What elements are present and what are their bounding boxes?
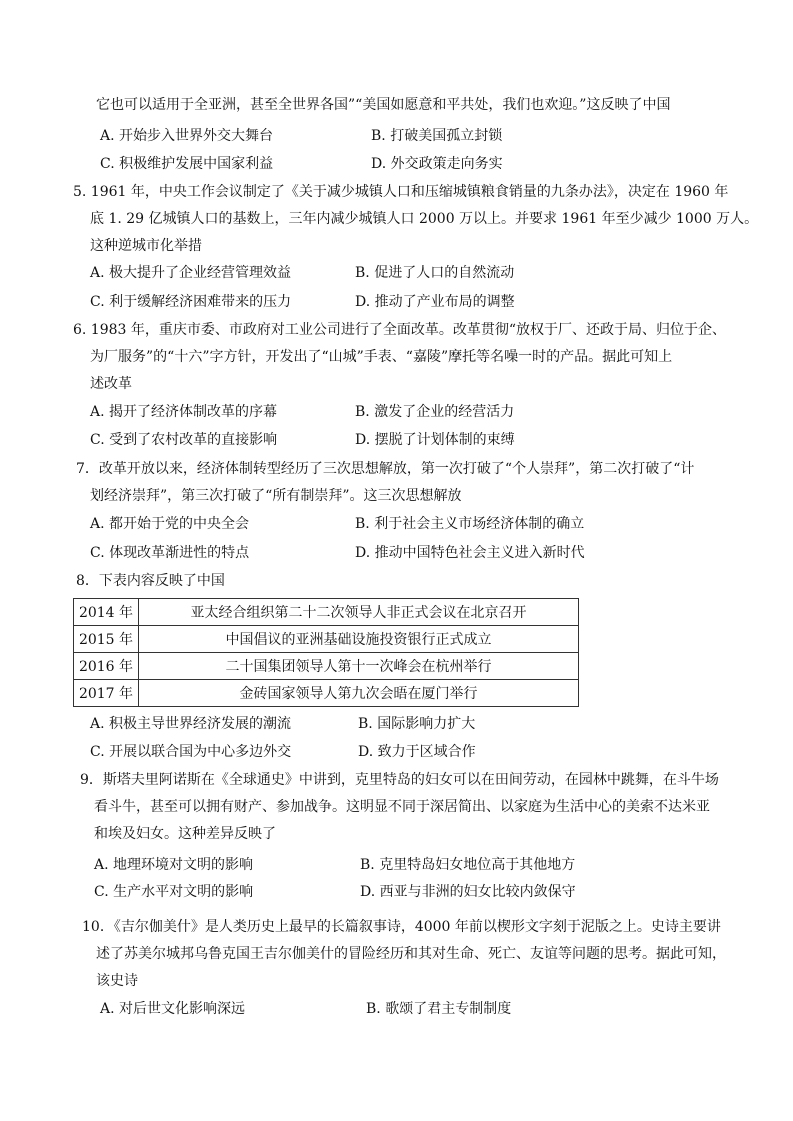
q8-option-c: C. 开展以联合国为中心多边外交 xyxy=(90,744,292,760)
table-cell-event: 金砖国家领导人第九次会晤在厦门举行 xyxy=(139,680,579,707)
q10-option-b: B. 歌颂了君主专制制度 xyxy=(366,1001,512,1017)
q9-stem-line-3: 和埃及妇女。这种差异反映了 xyxy=(94,826,276,842)
q9-option-a: A. 地理环境对文明的影响 xyxy=(94,857,254,873)
q8-stem: 8．下表内容反映了中国 xyxy=(76,573,225,589)
table-row xyxy=(74,599,579,626)
q7-option-a: A. 都开始于党的中央全会 xyxy=(90,516,250,532)
q4-option-c: C. 积极维护发展中国家利益 xyxy=(100,156,274,172)
table-row xyxy=(74,626,579,653)
q6-option-a: A. 揭开了经济体制改革的序幕 xyxy=(90,404,278,420)
q6-stem-line-3: 述改革 xyxy=(90,376,132,392)
q6-stem-line-1: 6. 1983 年，重庆市委、市政府对工业公司进行了全面改革。改革贯彻“放权于厂、还政于局、归位于企、 xyxy=(73,322,727,338)
q4-option-a: A. 开始步入世界外交大舞台 xyxy=(100,128,274,144)
table-cell-year: 2017 年 xyxy=(74,680,139,707)
q5-option-b: B. 促进了人口的自然流动 xyxy=(355,265,515,281)
q4-stem-line: 它也可以适用于全亚洲，甚至全世界各国”“美国如愿意和平共处，我们也欢迎。”这反映了中国 xyxy=(96,97,671,113)
events-table xyxy=(73,598,579,707)
q5-stem-line-3: 这种逆城市化举措 xyxy=(90,238,202,254)
q7-stem-line-1: 7．改革开放以来，经济体制转型经历了三次思想解放，第一次打破了“个人崇拜”，第二次打破了“计 xyxy=(76,461,695,477)
q7-option-b: B. 利于社会主义市场经济体制的确立 xyxy=(355,516,585,532)
table-row xyxy=(74,680,579,707)
q8-option-a: A. 积极主导世界经济发展的潮流 xyxy=(90,716,292,732)
q10-stem-line-2: 述了苏美尔城邦乌鲁克国王吉尔伽美什的冒险经历和其对生命、死亡、友谊等问题的思考。据此可知， xyxy=(96,946,726,962)
q7-option-d: D. 推动中国特色社会主义进入新时代 xyxy=(355,545,585,561)
q9-option-d: D. 西亚与非洲的妇女比较内敛保守 xyxy=(360,884,576,900)
q4-option-b: B. 打破美国孤立封锁 xyxy=(371,128,503,144)
q7-option-c: C. 体现改革渐进性的特点 xyxy=(90,545,250,561)
q9-stem-line-2: 看斗牛，甚至可以拥有财产、参加战争。这明显不同于深居简出、以家庭为生活中心的美索不达米亚 xyxy=(94,799,710,815)
q5-option-a: A. 极大提升了企业经营管理效益 xyxy=(90,265,292,281)
q10-stem-line-1: 10．《吉尔伽美什》是人类历史上最早的长篇叙事诗，4000 年前以楔形文字刻于泥版之上。史诗主要讲 xyxy=(82,919,721,935)
table-cell-event: 中国倡议的亚洲基础设施投资银行正式成立 xyxy=(139,626,579,653)
table-cell-year: 2014 年 xyxy=(74,599,139,626)
q6-option-b: B. 激发了企业的经营活力 xyxy=(355,404,515,420)
q9-stem-line-1: 9．斯塔夫里阿诺斯在《全球通史》中讲到，克里特岛的妇女可以在田间劳动，在园林中跳舞，在斗牛场 xyxy=(80,772,719,788)
q6-stem-line-2: 为厂服务”的“十六”字方针，开发出了“山城”手表、“嘉陵”摩托等名噪一时的产品。据此可知上 xyxy=(90,349,673,365)
table-cell-year: 2015 年 xyxy=(74,626,139,653)
q10-stem-line-3: 该史诗 xyxy=(96,973,138,989)
table-cell-event: 亚太经合组织第二十二次领导人非正式会议在北京召开 xyxy=(139,599,579,626)
q5-stem-line-1: 5. 1961 年，中央工作会议制定了《关于减少城镇人口和压缩城镇粮食销量的九条办法》，决定在 1960 年 xyxy=(73,184,729,200)
q8-option-b: B. 国际影响力扩大 xyxy=(358,716,476,732)
table-cell-event: 二十国集团领导人第十一次峰会在杭州举行 xyxy=(139,653,579,680)
table-row xyxy=(74,653,579,680)
q5-stem-line-2: 底 1. 29 亿城镇人口的基数上，三年内减少城镇人口 2000 万以上。并要求 1961 年至少减少 1000 万人。 xyxy=(90,211,759,227)
q7-stem-line-2: 划经济崇拜”，第三次打破了“所有制崇拜”。这三次思想解放 xyxy=(90,488,462,504)
table-cell-year: 2016 年 xyxy=(74,653,139,680)
q4-option-d: D. 外交政策走向务实 xyxy=(371,156,503,172)
q5-option-d: D. 推动了产业布局的调整 xyxy=(355,294,515,310)
q9-option-c: C. 生产水平对文明的影响 xyxy=(94,884,254,900)
q10-option-a: A. 对后世文化影响深远 xyxy=(100,1001,246,1017)
q6-option-d: D. 摆脱了计划体制的束缚 xyxy=(355,432,515,448)
q8-option-d: D. 致力于区域合作 xyxy=(358,744,476,760)
q5-option-c: C. 利于缓解经济困难带来的压力 xyxy=(90,294,292,310)
q6-option-c: C. 受到了农村改革的直接影响 xyxy=(90,432,278,448)
q9-option-b: B. 克里特岛妇女地位高于其他地方 xyxy=(360,857,576,873)
